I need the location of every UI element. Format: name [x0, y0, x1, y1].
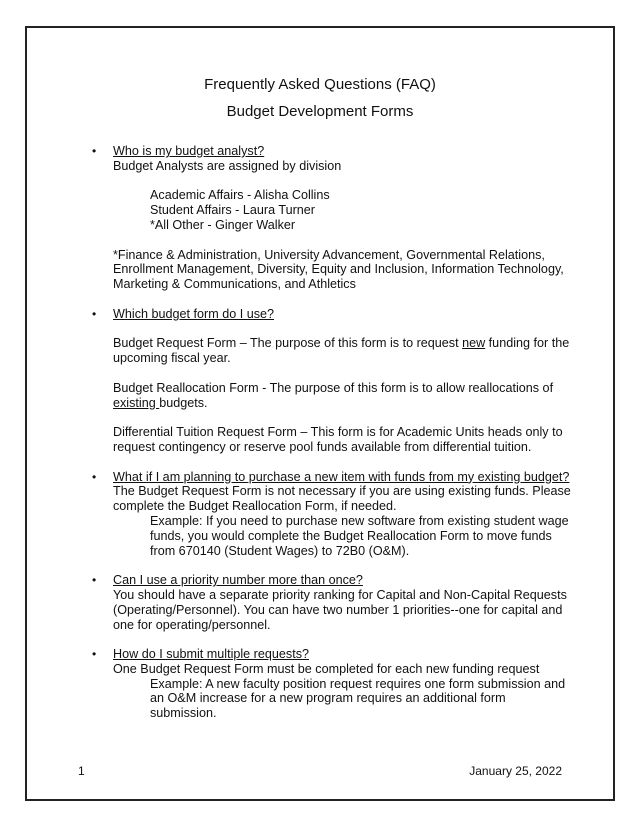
budget-reallocation-form-desc: Budget Reallocation Form - The purpose of this form is to allow reallocations of existing budgets. — [113, 380, 554, 410]
question-priority-number: Can I use a priority number more than once? — [113, 573, 363, 588]
answer-intro: Budget Analysts are assigned by division — [113, 158, 342, 173]
example-multiple-requests: Example: A new faculty position request requires one form submission and an O&M increase for a new program requires an additional form submission. — [150, 676, 566, 721]
bullet-icon: • — [92, 306, 97, 321]
answer-purchase-new-item: The Budget Request Form is not necessary if you are using existing funds. Please complete the Budget Reallocation Form, if needed. — [113, 484, 571, 514]
question-purchase-new-item: What if I am planning to purchase a new item with funds from my existing budget? — [113, 469, 570, 484]
page-number: 1 — [78, 764, 85, 778]
faq-content — [92, 144, 573, 721]
faq-item-multiple-requests — [92, 647, 573, 721]
question-which-form: Which budget form do I use? — [113, 306, 275, 321]
question-budget-analyst: Who is my budget analyst? — [113, 144, 265, 158]
division-note: *Finance & Administration, University Advancement, Governmental Relations, Enrollment Management, Diversity, Equity and Inclusion, Information Technology, Marketing & Communications, and Athletics — [113, 247, 564, 292]
example-purchase-new-item: Example: If you need to purchase new software from existing student wage funds, you would complete the Budget Reallocation Form to move funds from 670140 (Student Wages) to 72B0 (O&M). — [150, 513, 569, 558]
question-multiple-requests: How do I submit multiple requests? — [113, 647, 309, 662]
differential-tuition-form-desc: Differential Tuition Request Form – This form is for Academic Units heads only to request contingency or reserve pool funds available from differential tuition. — [113, 425, 563, 454]
analyst-student-affairs: Student Affairs - Laura Turner — [150, 203, 315, 218]
bullet-icon: • — [92, 144, 97, 158]
answer-priority-number: You should have a separate priority ranking for Capital and Non-Capital Requests (Operating/Personnel). You can have two number 1 priorities--one for capital and one for operating/personnel. — [113, 587, 567, 632]
faq-item-priority-number — [92, 573, 573, 632]
bullet-icon: • — [92, 469, 97, 484]
faq-item-purchase-new-item — [92, 469, 573, 559]
document-title: Frequently Asked Questions (FAQ) — [204, 76, 436, 93]
bullet-icon: • — [92, 573, 97, 588]
faq-item-budget-analyst — [92, 144, 573, 292]
footer-date: January 25, 2022 — [469, 764, 562, 778]
answer-multiple-requests: One Budget Request Form must be completed for each new funding request — [113, 661, 540, 676]
bullet-icon: • — [92, 647, 97, 662]
faq-item-which-form — [92, 306, 573, 455]
analyst-academic-affairs: Academic Affairs - Alisha Collins — [150, 188, 330, 203]
analyst-all-other: *All Other - Ginger Walker — [150, 217, 296, 232]
budget-request-form-desc: Budget Request Form – The purpose of this form is to request new funding for the upcoming fiscal year. — [113, 336, 570, 366]
document-subtitle: Budget Development Forms — [226, 103, 414, 120]
